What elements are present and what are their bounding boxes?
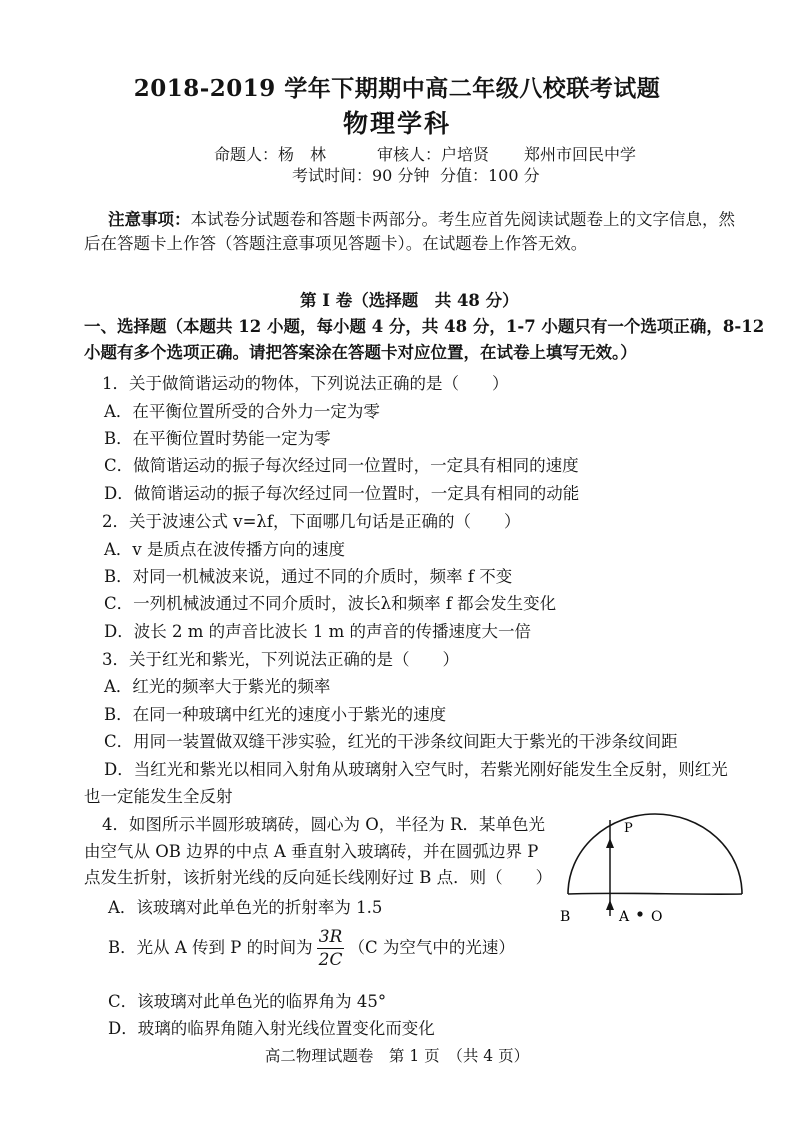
fraction-denominator: 2C xyxy=(318,950,343,970)
ray-arrow-lower xyxy=(606,900,614,910)
q3-option-b: B．在同一种玻璃中红光的速度小于紫光的速度 xyxy=(104,705,447,724)
q4-stem-line-3: 点发生折射，该折射光线的反向延长线刚好过 B 点．则（ ） xyxy=(84,868,553,887)
notice-lead: 注意事项： xyxy=(108,210,191,229)
q1-option-b: B．在平衡位置时势能一定为零 xyxy=(104,429,331,448)
q2-stem: 2．关于波速公式 v=λf，下面哪几句话是正确的（ ） xyxy=(102,512,521,531)
q4-stem-line-1: 4．如图所示半圆形玻璃砖，圆心为 O，半径为 R．某单色光 xyxy=(102,815,545,834)
q1-option-a: A．在平衡位置所受的合外力一定为零 xyxy=(104,402,380,421)
q3-stem: 3．关于红光和紫光，下列说法正确的是（ ） xyxy=(102,650,459,669)
exam-title: 2018-2019 学年下期期中高二年级八校联考试题 xyxy=(133,75,661,102)
q1-option-c: C．做简谐运动的振子每次经过同一位置时，一定具有相同的速度 xyxy=(104,456,579,475)
school-name: 郑州市回民中学 xyxy=(524,145,637,164)
ray-arrow-upper xyxy=(606,838,614,848)
point-a-dot xyxy=(637,911,642,916)
fraction-numerator: 3R xyxy=(317,926,345,949)
q4-option-c: C．该玻璃对此单色光的临界角为 45° xyxy=(108,992,387,1011)
q1-option-d: D．做简谐运动的振子每次经过同一位置时，一定具有相同的动能 xyxy=(104,484,580,503)
q2-option-a: A．v 是质点在波传播方向的速度 xyxy=(104,540,345,559)
glass-diameter xyxy=(568,893,742,894)
section-heading-1: 一、选择题（本题共 12 小题，每小题 4 分，共 48 分，1-7 小题只有一个选项正确，8-12 xyxy=(84,317,765,336)
point-b-label: B xyxy=(560,909,571,925)
q4-option-a: A．该玻璃对此单色光的折射率为 1.5 xyxy=(108,898,383,917)
notice-line-1 xyxy=(108,207,735,233)
q3-option-d-continued: 也一定能发生全反射 xyxy=(84,787,233,806)
notice-line-2: 后在答题卡上作答（答题注意事项见答题卡）。在试题卷上作答无效。 xyxy=(84,234,588,253)
notice-text-1: 本试卷分试题卷和答题卡两部分。考生应首先阅读试题卷上的文字信息，然 xyxy=(190,210,735,229)
subject-title: 物理学科 xyxy=(342,109,451,138)
section-heading-2: 小题有多个选项正确。请把答案涂在答题卡对应位置，在试卷上填写无效。） xyxy=(84,343,637,362)
q3-option-a: A．红光的频率大于紫光的频率 xyxy=(104,677,331,696)
q1-stem: 1．关于做简谐运动的物体，下列说法正确的是（ ） xyxy=(102,374,509,393)
author-label: 命题人：杨 林 xyxy=(214,145,327,164)
semicircle-glass-figure xyxy=(560,808,750,928)
point-o-label: O xyxy=(651,909,663,925)
point-a-label: A xyxy=(619,909,630,925)
part-heading: 第 I 卷（选择题 共 48 分） xyxy=(300,291,519,310)
q2-option-c: C．一列机械波通过不同介质时，波长λ和频率 f 都会发生变化 xyxy=(104,594,557,613)
q4-option-b-suffix: （C 为空气中的光速） xyxy=(348,938,515,957)
q3-option-d: D．当红光和紫光以相同入射角从玻璃射入空气时，若紫光刚好能发生全反射，则红光 xyxy=(104,760,728,779)
exam-score: 分值：100 分 xyxy=(440,166,540,185)
page-footer: 高二物理试题卷 第 1 页 （共 4 页） xyxy=(264,1047,530,1065)
q2-option-d: D．波长 2 m 的声音比波长 1 m 的声音的传播速度大一倍 xyxy=(104,622,531,641)
reviewer-label: 审核人：户培贤 xyxy=(377,145,490,164)
q4-time-fraction xyxy=(317,926,345,971)
q3-option-c: C．用同一装置做双缝干涉实验，红光的干涉条纹间距大于紫光的干涉条纹间距 xyxy=(104,732,678,751)
point-p-label: P xyxy=(624,821,633,836)
q4-stem-line-2: 由空气从 OB 边界的中点 A 垂直射入玻璃砖，并在圆弧边界 P xyxy=(84,842,539,861)
q4-option-d: D．玻璃的临界角随入射光线位置变化而变化 xyxy=(108,1019,435,1038)
q2-option-b: B．对同一机械波来说，通过不同的介质时，频率 f 不变 xyxy=(104,567,513,586)
glass-arc xyxy=(568,814,742,894)
q4-option-b-prefix: B．光从 A 传到 P 的时间为 xyxy=(108,938,313,957)
q4-option-b xyxy=(108,926,515,971)
exam-time: 考试时间：90 分钟 xyxy=(292,166,430,185)
